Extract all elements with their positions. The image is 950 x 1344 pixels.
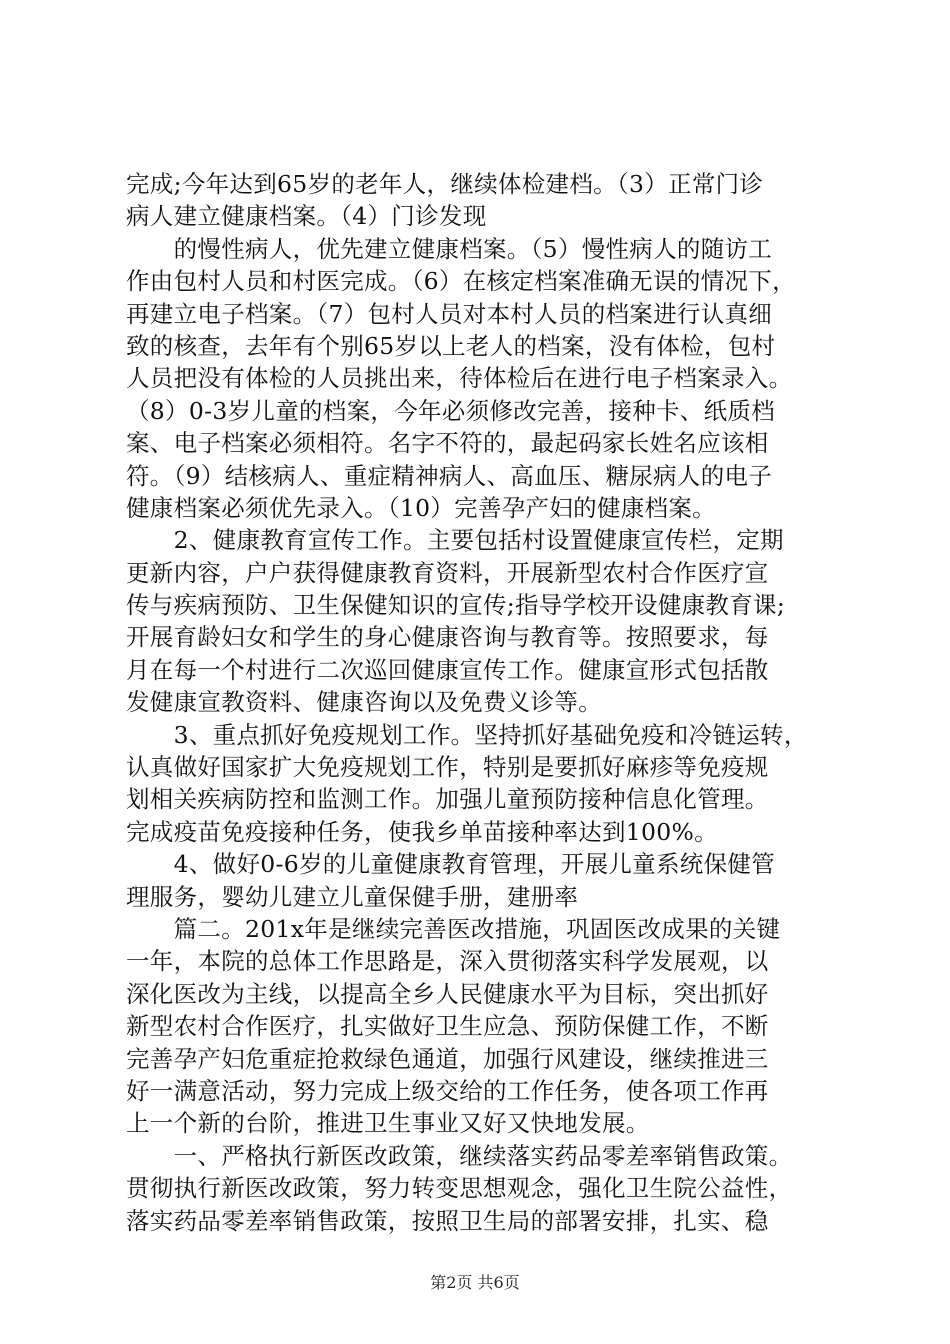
text-line: 更新内容，户户获得健康教育资料，开展新型农村合作医疗宣: [126, 558, 769, 587]
text-line: 完善孕产妇危重症抢救绿色通道，加强行风建设，继续推进三: [126, 1044, 769, 1073]
text-line: 上一个新的台阶，推进卫生事业又好又快地发展。: [126, 1109, 650, 1138]
text-line: 完成疫苗免疫接种任务，使我乡单苗接种率达到100%。: [126, 817, 718, 846]
text-line: （8）0-3岁儿童的档案，今年必须修改完善，接种卡、纸质档: [126, 396, 775, 425]
text-line: 健康档案必须优先录入。（10）完善孕产妇的健康档案。: [126, 493, 716, 522]
text-line: 病人建立健康档案。（4）门诊发现: [126, 202, 487, 231]
text-line: 认真做好国家扩大免疫规划工作，特别是要抓好麻疹等免疫规: [126, 753, 769, 782]
text-line: 月在每一个村进行二次巡回健康宣传工作。健康宣形式包括散: [126, 655, 769, 684]
text-line: 完成;今年达到65岁的老年人，继续体检建档。（3）正常门诊: [126, 170, 764, 198]
text-line: 理服务，婴幼儿建立儿童保健手册，建册率: [126, 882, 579, 911]
text-line: 符。（9）结核病人、重症精神病人、高血压、糖尿病人的电子: [126, 461, 773, 490]
text-line: 案、电子档案必须相符。名字不符的，最起码家长姓名应该相: [126, 429, 769, 458]
text-line: 新型农村合作医疗，扎实做好卫生应急、预防保健工作，不断: [126, 1012, 769, 1041]
text-line: 2、健康教育宣传工作。主要包括村设置健康宣传栏，定期: [126, 526, 784, 555]
text-line: 的慢性病人，优先建立健康档案。（5）慢性病人的随访工: [126, 234, 773, 263]
text-line: 开展育龄妇女和学生的身心健康咨询与教育等。按照要求，每: [126, 623, 769, 652]
text-line: 3、重点抓好免疫规划工作。坚持抓好基础免疫和冷链运转，: [126, 720, 808, 749]
text-line: 人员把没有体检的人员挑出来，待体检后在进行电子档案录入。: [126, 364, 793, 393]
text-line: 作由包村人员和村医完成。（6）在核定档案准确无误的情况下，: [126, 267, 796, 296]
text-line: 4、做好0-6岁的儿童健康教育管理，开展儿童系统保健管: [126, 850, 775, 879]
text-line: 贯彻执行新医改政策，努力转变思想观念，强化卫生院公益性，: [126, 1174, 793, 1203]
text-line: 发健康宣教资料、健康咨询以及免费义诊等。: [126, 688, 602, 717]
text-line: 篇二。201x年是继续完善医改措施，巩固医改成果的关键: [126, 914, 781, 943]
text-line: 一、严格执行新医改政策，继续落实药品零差率销售政策。: [126, 1141, 793, 1170]
text-line: 深化医改为主线，以提高全乡人民健康水平为目标，突出抓好: [126, 979, 769, 1008]
text-line: 划相关疾病防控和监测工作。加强儿童预防接种信息化管理。: [126, 785, 769, 814]
page-number-footer: 第2页 共6页: [430, 1273, 520, 1292]
text-line: 好一满意活动，努力完成上级交给的工作任务，使各项工作再: [126, 1076, 769, 1105]
text-line: 一年，本院的总体工作思路是，深入贯彻落实科学发展观，以: [126, 947, 769, 976]
text-line: 落实药品零差率销售政策，按照卫生局的部署安排，扎实、稳: [126, 1206, 769, 1235]
text-line: 致的核查，去年有个别65岁以上老人的档案，没有体检，包村: [126, 331, 776, 360]
text-line: 再建立电子档案。（7）包村人员对本村人员的档案进行认真细: [126, 299, 773, 328]
document-body: [126, 168, 836, 1237]
text-line: 传与疾病预防、卫生保健知识的宣传;指导学校开设健康教育课;: [126, 591, 786, 620]
